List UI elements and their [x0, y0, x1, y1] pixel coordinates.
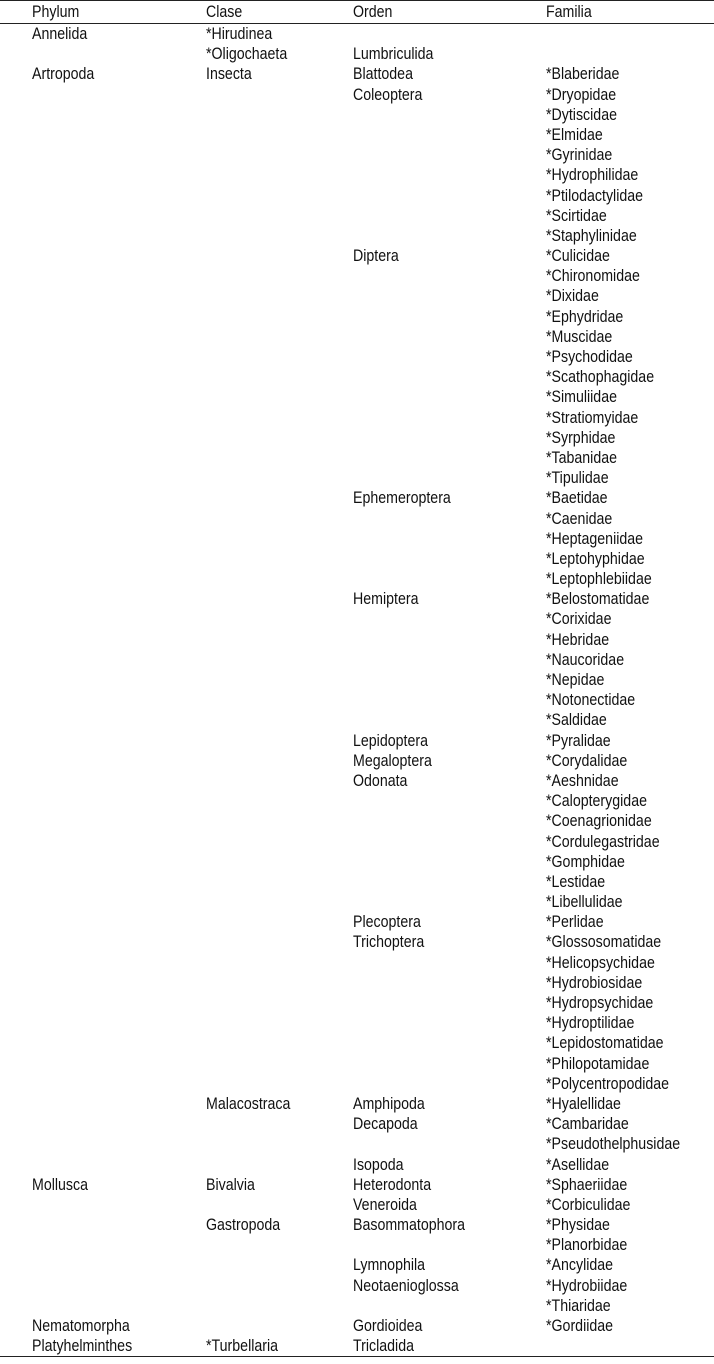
cell-orden: Plecoptera: [353, 913, 421, 932]
cell-familia: *Pyralidae: [546, 731, 611, 750]
cell-phylum: Nematomorpha: [32, 1317, 130, 1335]
header-familia: Familia: [546, 3, 592, 21]
cell-familia: *Chironomidae: [546, 267, 640, 286]
cell-familia: *Psychodidae: [546, 348, 633, 366]
table-row: [0, 589, 714, 609]
cell-familia: *Physidae: [546, 1216, 610, 1235]
table-row: [0, 1235, 714, 1255]
cell-familia: *Scathophagidae: [546, 368, 655, 387]
table-row: [0, 1215, 714, 1235]
table-row: [0, 1276, 714, 1296]
cell-familia: *Cordulegastridae: [546, 832, 660, 851]
table-row: [0, 1033, 714, 1053]
cell-orden: Tricladida: [353, 1337, 414, 1356]
table-row: [0, 751, 714, 771]
cell-familia: *Corbiculidae: [546, 1195, 631, 1214]
header-orden: Orden: [353, 3, 393, 21]
table-row: [0, 953, 714, 973]
cell-familia: *Gomphidae: [546, 852, 625, 871]
table-row: [0, 448, 714, 468]
cell-orden: Coleoptera: [353, 85, 423, 104]
cell-familia: *Gordiidae: [546, 1317, 614, 1335]
cell-orden: Heterodonta: [353, 1175, 432, 1194]
cell-familia: *Baetidae: [546, 489, 608, 508]
table-row: [0, 428, 714, 448]
table-row: [0, 307, 714, 327]
cell-clase: *Hirudinea: [206, 25, 273, 43]
cell-orden: Diptera: [353, 247, 399, 266]
cell-familia: *Hydrobiosidae: [546, 973, 643, 992]
header-phylum: Phylum: [32, 3, 80, 21]
cell-familia: *Ancylidae: [546, 1256, 614, 1275]
cell-familia: *Ephydridae: [546, 307, 624, 326]
table-row: [0, 1134, 714, 1154]
cell-familia: *Gyrinidae: [546, 146, 613, 165]
table-row: [0, 186, 714, 206]
table-row: [0, 125, 714, 145]
cell-familia: *Ptilodactylidae: [546, 186, 644, 205]
table-row: [0, 266, 714, 286]
table-row: [0, 690, 714, 710]
cell-clase: Bivalvia: [206, 1175, 255, 1194]
table-row: [0, 650, 714, 670]
cell-familia: *Corixidae: [546, 610, 612, 629]
table-row: [0, 892, 714, 912]
table-row: [0, 105, 714, 125]
cell-orden: Amphipoda: [353, 1094, 425, 1113]
table-row: [0, 832, 714, 852]
cell-orden: Decapoda: [353, 1115, 418, 1134]
table-row: [0, 1155, 714, 1175]
table-row: [0, 367, 714, 387]
cell-familia: *Planorbidae: [546, 1236, 628, 1255]
table-row: [0, 569, 714, 589]
table-row: [0, 468, 714, 488]
table-row: [0, 286, 714, 306]
table-row: [0, 206, 714, 226]
cell-familia: *Nepidae: [546, 671, 605, 689]
cell-familia: *Elmidae: [546, 125, 603, 144]
cell-familia: *Culicidae: [546, 247, 610, 266]
cell-clase: *Oligochaeta: [206, 45, 288, 64]
cell-familia: *Sphaeriidae: [546, 1175, 628, 1194]
table-row: [0, 488, 714, 508]
cell-familia: *Lestidae: [546, 872, 606, 891]
cell-familia: *Polycentropodidae: [546, 1074, 670, 1093]
table-row: [0, 408, 714, 428]
table-row: [0, 791, 714, 811]
cell-orden: Veneroida: [353, 1195, 417, 1214]
cell-familia: *Philopotamidae: [546, 1054, 650, 1073]
cell-familia: *Hyalellidae: [546, 1094, 621, 1113]
cell-clase: Malacostraca: [206, 1094, 291, 1113]
cell-familia: *Hydrobiidae: [546, 1276, 628, 1295]
table-row: [0, 347, 714, 367]
table-row: [0, 731, 714, 751]
cell-familia: *Perlidae: [546, 913, 604, 932]
table-row: [0, 1175, 714, 1195]
table-row: [0, 24, 714, 44]
cell-familia: *Hebridae: [546, 630, 610, 649]
cell-familia: *Muscidae: [546, 327, 613, 346]
cell-familia: *Notonectidae: [546, 691, 636, 710]
cell-familia: *Corydalidae: [546, 751, 628, 770]
table-row: [0, 246, 714, 266]
table-row: [0, 85, 714, 105]
table-row: [0, 993, 714, 1013]
table-row: [0, 226, 714, 246]
cell-phylum: Mollusca: [32, 1175, 88, 1194]
cell-familia: *Caenidae: [546, 509, 613, 528]
cell-familia: *Hydroptilidae: [546, 1014, 635, 1033]
cell-familia: *Blaberidae: [546, 65, 620, 84]
cell-orden: Hemiptera: [353, 590, 419, 609]
table-row: [0, 509, 714, 529]
table-row: [0, 145, 714, 165]
cell-orden: Neotaenioglossa: [353, 1276, 459, 1295]
cell-familia: *Dryopidae: [546, 85, 617, 104]
table-row: [0, 327, 714, 347]
cell-familia: *Calopterygidae: [546, 792, 647, 811]
header-clase: Clase: [206, 3, 243, 21]
table-row: [0, 811, 714, 831]
cell-familia: *Asellidae: [546, 1155, 610, 1174]
cell-familia: *Syrphidae: [546, 428, 616, 447]
cell-familia: *Glossosomatidae: [546, 933, 662, 952]
table-row: [0, 165, 714, 185]
cell-clase: *Turbellaria: [206, 1337, 279, 1356]
cell-orden: Isopoda: [353, 1155, 404, 1174]
table-row: [0, 1013, 714, 1033]
cell-clase: Insecta: [206, 65, 252, 84]
cell-orden: Lumbriculida: [353, 45, 434, 64]
cell-familia: *Saldidae: [546, 711, 607, 730]
table-row: [0, 872, 714, 892]
table-row: [0, 630, 714, 650]
table-row: [0, 1094, 714, 1114]
cell-orden: Ephemeroptera: [353, 489, 451, 508]
table-row: [0, 710, 714, 730]
table-row: [0, 912, 714, 932]
table-row: [0, 549, 714, 569]
table-row: [0, 609, 714, 629]
cell-familia: *Leptophlebiidae: [546, 570, 652, 589]
table-row: [0, 852, 714, 872]
cell-familia: *Scirtidae: [546, 206, 607, 225]
cell-familia: *Dytiscidae: [546, 105, 617, 124]
cell-clase: Gastropoda: [206, 1216, 281, 1235]
table-row: [0, 44, 714, 64]
cell-phylum: Annelida: [32, 25, 88, 43]
cell-familia: *Tipulidae: [546, 469, 609, 488]
table-row: [0, 932, 714, 952]
cell-familia: *Cambaridae: [546, 1115, 629, 1134]
cell-orden: Basommatophora: [353, 1216, 466, 1235]
cell-orden: Lymnophila: [353, 1256, 426, 1275]
table-row: [0, 529, 714, 549]
cell-familia: *Belostomatidae: [546, 590, 650, 609]
cell-familia: *Lepidostomatidae: [546, 1034, 664, 1053]
table-row: [0, 64, 714, 84]
table-row: [0, 670, 714, 690]
cell-orden: Blattodea: [353, 65, 413, 84]
cell-familia: *Hydropsychidae: [546, 994, 654, 1012]
table-header-row: [0, 1, 714, 24]
cell-familia: *Helicopsychidae: [546, 953, 655, 972]
cell-familia: *Hydrophilidae: [546, 166, 639, 185]
cell-familia: *Heptageniidae: [546, 529, 644, 548]
cell-familia: *Pseudothelphusidae: [546, 1135, 681, 1154]
cell-orden: Megaloptera: [353, 751, 432, 770]
cell-familia: *Thiaridae: [546, 1296, 611, 1315]
cell-familia: *Tabanidae: [546, 448, 618, 467]
table-row: [0, 1296, 714, 1316]
table-row: [0, 1336, 714, 1356]
table-row: [0, 1054, 714, 1074]
table-body: [0, 24, 714, 1357]
table-row: [0, 771, 714, 791]
table-row: [0, 387, 714, 407]
cell-familia: *Naucoridae: [546, 650, 625, 669]
cell-orden: Lepidoptera: [353, 731, 428, 750]
cell-familia: *Dixidae: [546, 287, 599, 306]
table-row: [0, 973, 714, 993]
table-row: [0, 1255, 714, 1275]
cell-familia: *Simuliidae: [546, 388, 617, 407]
cell-familia: *Libellulidae: [546, 893, 623, 912]
cell-familia: *Stratiomyidae: [546, 408, 639, 427]
table-row: [0, 1195, 714, 1215]
table-row: [0, 1074, 714, 1094]
cell-familia: *Coenagrionidae: [546, 812, 652, 831]
table-row: [0, 1114, 714, 1134]
cell-orden: Odonata: [353, 771, 408, 790]
cell-familia: *Staphylinidae: [546, 226, 637, 245]
table-row: [0, 1316, 714, 1336]
cell-phylum: Artropoda: [32, 65, 95, 84]
cell-familia: *Leptohyphidae: [546, 549, 645, 568]
cell-orden: Gordioidea: [353, 1317, 423, 1335]
cell-phylum: Platyhelminthes: [32, 1337, 133, 1356]
cell-orden: Trichoptera: [353, 933, 425, 952]
cell-familia: *Aeshnidae: [546, 771, 619, 790]
